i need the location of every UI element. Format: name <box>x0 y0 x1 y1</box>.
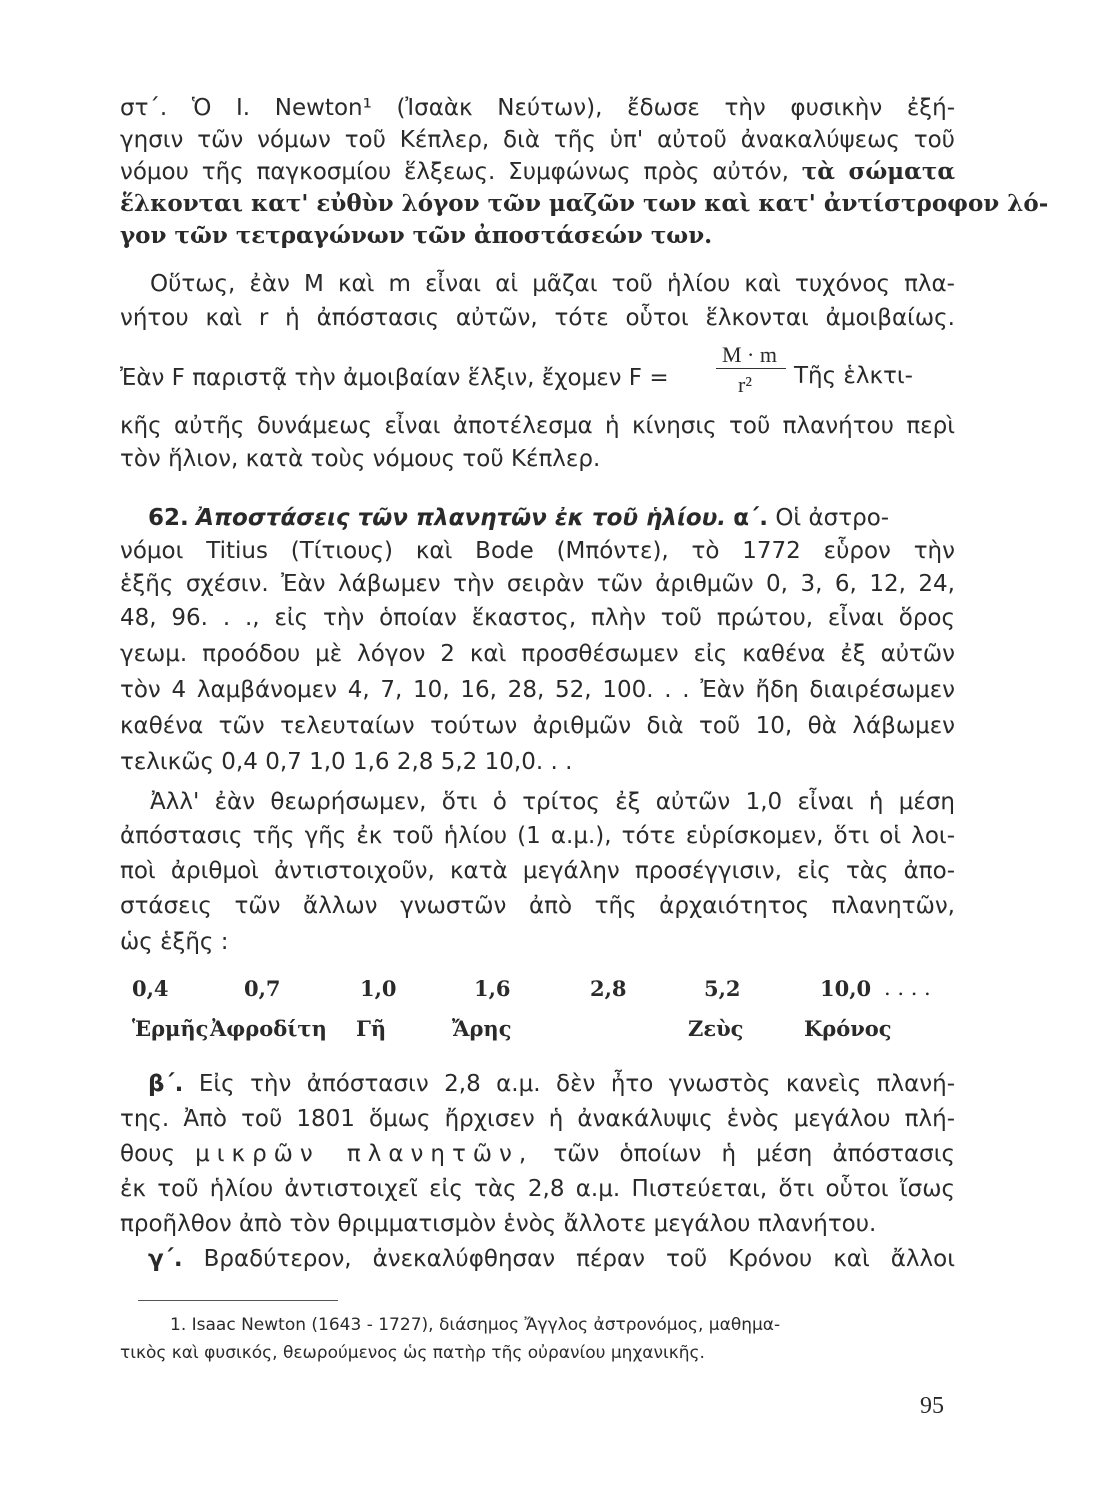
text-line-with-bold <box>120 156 955 188</box>
text-line: στάσεις τῶν ἄλλων γνωστῶν ἀπὸ τῆς ἀρχαιότητος πλανητῶν, <box>120 893 955 919</box>
text-line: γησιν τῶν νόμων τοῦ Κέπλερ, διὰ τῆς ὑπ' αὐτοῦ ἀνακαλύψεως τοῦ <box>120 127 955 153</box>
footnote-rule <box>138 1300 338 1301</box>
subsection-label: α΄. <box>733 505 768 531</box>
text-line: ποὶ ἀριθμοὶ ἀντιστοιχοῦν, κατὰ μεγάλην προσέγγισιν, εἰς τὰς ἀπο- <box>120 858 955 884</box>
text-fragment: τῶν ὁποίων ἡ μέση ἀπόστασις <box>553 1141 956 1167</box>
text-fragment: Εἰς τὴν ἀπόστασιν 2,8 α.μ. δὲν ἦτο γνωστὸς κανεὶς πλανή- <box>198 1071 956 1097</box>
bold-line: ἕλκονται κατ' εὐθὺν λόγον τῶν μαζῶν των καὶ κατ' ἀντίστροφον λό- <box>120 190 1049 217</box>
text-line: Οὕτως, ἐὰν M καὶ m εἶναι αἱ μᾶζαι τοῦ ἡλίου καὶ τυχόνος πλα- <box>150 271 955 297</box>
page-number: 95 <box>920 1393 944 1419</box>
text-line: ὡς ἑξῆς : <box>120 929 229 955</box>
section-number: 62. <box>148 505 189 531</box>
subsection-label: γ΄. <box>148 1246 183 1272</box>
distance-value: 10,0 <box>820 976 872 1001</box>
text-fragment: Οἱ ἀστρο- <box>775 505 890 531</box>
footnote-line: 1. Isaac Newton (1643 - 1727), διάσημος Ἄγγλος ἀστρονόμος, μαθημα- <box>170 1315 781 1335</box>
planet-name: Ἀφροδίτη <box>210 1016 327 1041</box>
paragraph-gamma-first-line <box>148 1243 955 1275</box>
text-line: ἀπόστασις τῆς γῆς ἐκ τοῦ ἡλίου (1 α.μ.), τότε εὑρίσκομεν, ὅτι οἱ λοι- <box>120 823 955 849</box>
text-fragment: νόμου τῆς παγκοσμίου ἕλξεως. Συμφώνως πρὸς αὐτόν, <box>120 159 789 185</box>
text-fragment: Βραδύτερον, ἀνεκαλύφθησαν πέραν τοῦ Κρόνου καὶ ἄλλοι <box>203 1246 955 1272</box>
section-title: Ἀποστάσεις τῶν πλανητῶν ἐκ τοῦ ἡλίου. <box>196 505 726 531</box>
text-fragment: Τῆς ἑλκτι- <box>794 363 913 389</box>
spaced-phrase: μικρῶν πλανητῶν, <box>195 1141 534 1167</box>
text-line-spaced <box>120 1138 955 1170</box>
text-line: ἐκ τοῦ ἡλίου ἀντιστοιχεῖ εἰς τὰς 2,8 α.μ. Πιστεύεται, ὅτι οὗτοι ἴσως <box>120 1176 955 1202</box>
planet-name: Κρόνος <box>804 1016 892 1041</box>
distance-value: 1,0 <box>360 976 397 1001</box>
text-line: τὸν ἥλιον, κατὰ τοὺς νόμους τοῦ Κέπλερ. <box>120 446 601 472</box>
formula-numerator: M · m <box>722 342 777 367</box>
text-fragment: θους <box>120 1141 175 1167</box>
text-line: κῆς αὐτῆς δυνάμεως εἶναι ἀποτέλεσμα ἡ κίνησις τοῦ πλανήτου περὶ <box>120 413 955 439</box>
text-line: γεωμ. προόδου μὲ λόγον 2 καὶ προσθέσωμεν εἰς καθένα ἐξ αὐτῶν <box>120 641 955 667</box>
text-line: τὸν 4 λαμβάνομεν 4, 7, 10, 16, 28, 52, 100. . . Ἐὰν ἤδη διαιρέσωμεν <box>120 677 955 703</box>
distance-value: 1,6 <box>474 976 511 1001</box>
formula-line-text: Ἐὰν F παριστᾷ τὴν ἀμοιβαίαν ἕλξιν, ἔχομεν F = <box>120 365 669 391</box>
fraction-bar <box>716 368 786 369</box>
text-line: Ἀλλ' ἐὰν θεωρήσωμεν, ὅτι ὁ τρίτος ἐξ αὐτῶν 1,0 εἶναι ἡ μέση <box>150 789 955 815</box>
paragraph-beta-first-line <box>148 1068 955 1100</box>
text-line: τελικῶς 0,4 0,7 1,0 1,6 2,8 5,2 10,0. . . <box>120 749 573 775</box>
text-line: της. Ἀπὸ τοῦ 1801 ὅμως ἤρχισεν ἡ ἀνακάλυψις ἑνὸς μεγάλου πλή- <box>120 1106 955 1132</box>
footnote-line: τικὸς καὶ φυσικός, θεωρούμενος ὡς πατὴρ τῆς οὐρανίου μηχανικῆς. <box>120 1343 705 1363</box>
bold-line: γον τῶν τετραγώνων τῶν ἀποστάσεών των. <box>120 222 713 249</box>
distance-value: 5,2 <box>704 976 741 1001</box>
planet-name: Ἄρης <box>452 1016 512 1041</box>
distance-value: 2,8 <box>590 976 627 1001</box>
text-line: καθένα τῶν τελευταίων τούτων ἀριθμῶν διὰ τοῦ 10, θὰ λάβωμεν <box>120 713 955 739</box>
text-line: νήτου καὶ r ἡ ἀπόστασις αὐτῶν, τότε οὗτοι ἕλκονται ἀμοιβαίως. <box>120 305 955 331</box>
bold-phrase: τὰ σώματα <box>801 158 956 185</box>
text-line: στ΄. Ὁ Ι. Newton¹ (Ἰσαὰκ Νεύτων), ἔδωσε τὴν φυσικὴν ἐξή- <box>120 95 955 121</box>
planet-name: Ζεὺς <box>688 1016 744 1041</box>
distance-value: 0,7 <box>244 976 281 1001</box>
distance-value: 0,4 <box>132 976 169 1001</box>
planet-name: Ἑρμῆς <box>132 1016 209 1041</box>
text-line: προῆλθον ἀπὸ τὸν θριμματισμὸν ἑνὸς ἄλλοτε μεγάλου πλανήτου. <box>120 1211 877 1237</box>
section-heading-line <box>148 502 958 534</box>
subsection-label: β΄. <box>148 1071 184 1097</box>
ellipsis: . . . . <box>884 976 931 1000</box>
text-line: νόμοι Titius (Τίτιους) καὶ Bode (Μπόντε), τὸ 1772 εὗρον τὴν <box>120 538 955 564</box>
text-line: 48, 96. . ., εἰς τὴν ὁποίαν ἕκαστος, πλὴν τοῦ πρώτου, εἶναι ὅρος <box>120 605 955 631</box>
formula-denominator: r² <box>738 372 752 397</box>
planet-name: Γῆ <box>356 1016 387 1041</box>
text-line: ἑξῆς σχέσιν. Ἐὰν λάβωμεν τὴν σειρὰν τῶν ἀριθμῶν 0, 3, 6, 12, 24, <box>120 571 955 597</box>
